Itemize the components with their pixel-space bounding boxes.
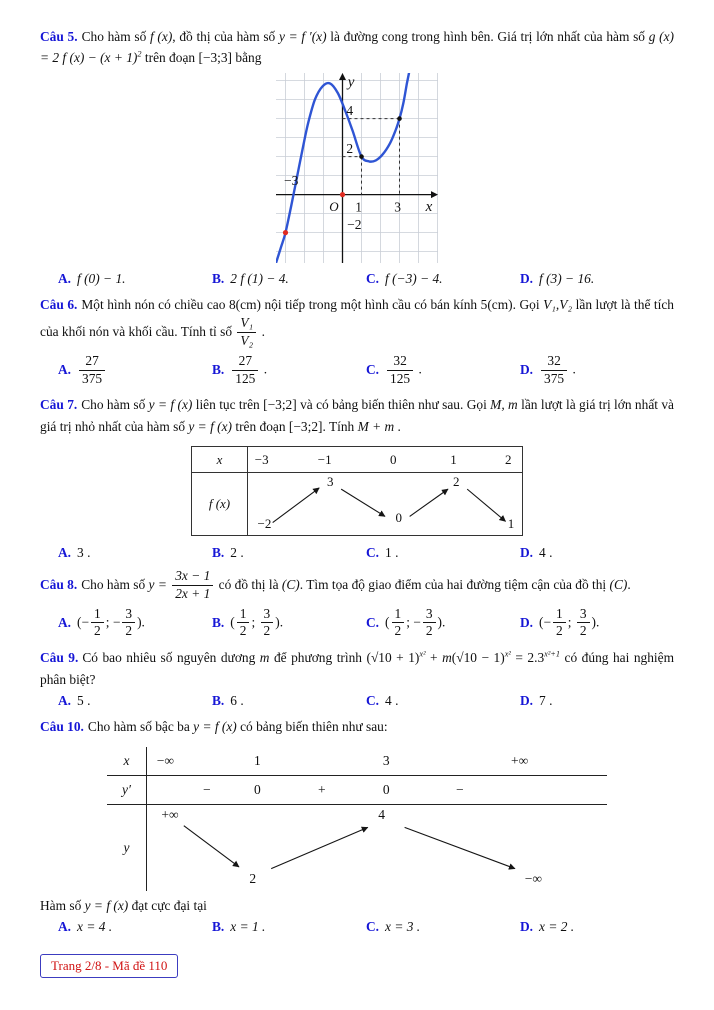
answer-text: (− $\frac{1}{2}$ ; − $\frac{3}{2}$ ). [77, 605, 145, 639]
yprime-sign: 0 [382, 781, 390, 797]
f-value: 2 [452, 474, 460, 490]
y-value: −∞ [524, 870, 543, 886]
f-value: 0 [395, 510, 402, 526]
answer-text: 2 f (1) − 4. [230, 270, 289, 286]
answer-text: 7 . [539, 693, 553, 709]
q5-answers [58, 271, 674, 287]
q7-answers [58, 545, 674, 561]
answer-text: f (3) − 16. [539, 270, 595, 286]
svg-text:O: O [329, 198, 339, 214]
svg-text:−2: −2 [347, 216, 362, 232]
x-value: 1 [450, 451, 457, 467]
table-var-label: x [107, 747, 147, 776]
answer-option-c [366, 353, 520, 388]
answer-text: 3 . [77, 545, 91, 561]
answer-letter: A. [58, 918, 72, 934]
answer-option-c [366, 271, 520, 287]
answer-text: x = 4 . [77, 918, 113, 934]
question-7-text: Cho hàm số y = f (x) liên tục trên [−3;2] và có bảng biến thiên như sau. Gọi M, m lần lượt là giá trị lớn nhất và giá trị nhỏ nhất của hàm số y = f (x) trên đoạn [−3;2]. Tính M + m . [40, 397, 674, 434]
answer-letter: D. [520, 918, 534, 934]
answer-option-a [58, 353, 212, 388]
question-7 [40, 394, 674, 561]
x-value: 1 [254, 752, 261, 768]
answer-option-a [58, 271, 212, 287]
f-value: −2 [257, 516, 272, 532]
svg-text:y: y [347, 74, 355, 91]
q10-variation-table [107, 747, 607, 891]
table-x-row [248, 447, 522, 473]
answer-text: $\frac{32}{375}$ . [539, 353, 576, 388]
q10-answers [58, 919, 674, 935]
answer-text: ( $\frac{1}{2}$ ; − $\frac{3}{2}$ ). [385, 605, 446, 639]
yprime-sign: + [317, 781, 326, 797]
answer-text: 4 . [539, 545, 553, 561]
variation-arrows [248, 473, 522, 535]
question-5-text: Cho hàm số f (x), đồ thị của hàm số y = f ′(x) là đường cong trong hình bên. Giá trị lớn nhất của hàm số g (x) = 2 f $(x) - (x + 1)^2$ trên đoạn [−3;3] bằng [40, 29, 674, 66]
x-value: −1 [317, 451, 332, 467]
yprime-sign: 0 [254, 781, 261, 797]
svg-text:4: 4 [346, 102, 354, 118]
question-9-text: Có bao nhiêu số nguyên dương m để phương trình $(√10 + 1)^{x^2} + m(√10 - 1)^{x^2} = 2.3^{x^2+1}$ có đúng hai nghiệm phân biệt? [40, 649, 674, 687]
svg-text:2: 2 [346, 140, 354, 156]
q6-answers [58, 353, 674, 388]
table-yprime-row [147, 776, 607, 805]
answer-text: $\frac{27}{125}$ . [230, 353, 267, 388]
yprime-sign: − [455, 781, 464, 797]
answer-letter: B. [212, 614, 225, 630]
answer-letter: A. [58, 614, 72, 630]
table-yprime-label: y′ [107, 776, 147, 805]
table-var-label: x [192, 447, 248, 473]
answer-option-b [212, 545, 366, 561]
answer-option-b [212, 353, 366, 388]
q7-variation-table [191, 446, 523, 536]
question-8-number: Câu 8. [40, 576, 78, 592]
answer-letter: C. [366, 918, 380, 934]
question-10-statement [40, 716, 674, 737]
question-5 [40, 26, 674, 287]
answer-option-d [520, 919, 674, 935]
answer-text: 5 . [77, 693, 91, 709]
page-footer-text: Trang 2/8 - Mã đề 110 [51, 957, 168, 973]
answer-letter: A. [58, 693, 72, 709]
answer-option-b [212, 271, 366, 287]
question-6-number: Câu 6. [40, 296, 78, 312]
question-6-statement [40, 294, 674, 350]
answer-text: 2 . [230, 545, 244, 561]
answer-option-c [366, 919, 520, 935]
answer-letter: B. [212, 270, 225, 286]
answer-text: 6 . [230, 693, 244, 709]
question-10-text: Cho hàm số bậc ba y = f (x) có bảng biến thiên như sau: [87, 719, 388, 735]
question-6-text: Một hình nón có chiều cao 8(cm) nội tiếp trong một hình cầu có bán kính 5(cm). Gọi V₁,V₂ lần lượt là thể tích của khối nón và khối cầu. Tính tỉ số $\frac{\text{V₁}}{\text{V₂}}$ . [40, 296, 674, 349]
question-10-conclusion [40, 895, 674, 916]
answer-letter: C. [366, 545, 380, 561]
answer-option-b [212, 693, 366, 709]
y-value: +∞ [161, 806, 179, 822]
answer-letter: C. [366, 693, 380, 709]
x-value: 0 [389, 451, 397, 467]
answer-letter: D. [520, 545, 534, 561]
answer-option-a [58, 606, 212, 641]
answer-letter: D. [520, 362, 534, 378]
table-y-row [147, 805, 607, 891]
question-10 [40, 716, 674, 935]
q5-graph-figure [40, 73, 674, 263]
question-9-statement [40, 647, 674, 690]
answer-letter: B. [212, 693, 225, 709]
answer-option-a [58, 919, 212, 935]
answer-option-b [212, 919, 366, 935]
page-footer-badge [40, 954, 178, 978]
answer-option-d [520, 693, 674, 709]
svg-text:x: x [425, 198, 433, 215]
answer-option-d [520, 271, 674, 287]
answer-option-d [520, 545, 674, 561]
svg-text:−3: −3 [284, 172, 299, 188]
answer-option-a [58, 693, 212, 709]
answer-option-c [366, 545, 520, 561]
y-value: 2 [249, 870, 257, 886]
answer-letter: A. [58, 362, 72, 378]
answer-letter: C. [366, 362, 380, 378]
answer-text: (− $\frac{1}{2}$ ; $\frac{3}{2}$ ). [539, 605, 600, 639]
table-func-label: f (x) [192, 473, 248, 535]
answer-letter: C. [366, 270, 380, 286]
answer-text: x = 2 . [539, 918, 575, 934]
question-8 [40, 568, 674, 640]
yprime-sign: − [202, 781, 211, 797]
answer-letter: A. [58, 545, 72, 561]
x-value: 2 [505, 451, 512, 467]
y-value: 4 [378, 806, 385, 822]
answer-text: $\frac{32}{125}$ . [385, 353, 422, 388]
answer-letter: D. [520, 270, 534, 286]
svg-text:3: 3 [394, 199, 401, 215]
question-5-statement [40, 26, 674, 69]
answer-letter: D. [520, 693, 534, 709]
answer-letter: B. [212, 362, 225, 378]
question-10-number: Câu 10. [40, 719, 84, 735]
table-f-row [248, 473, 522, 535]
table-y-label: y [107, 805, 147, 891]
answer-text: x = 3 . [385, 918, 421, 934]
question-7-statement [40, 394, 674, 437]
question-9-number: Câu 9. [40, 650, 79, 666]
answer-text: ( $\frac{1}{2}$ ; $\frac{3}{2}$ ). [230, 605, 284, 639]
x-value: −3 [254, 451, 269, 467]
answer-text: 1 . [385, 545, 399, 561]
question-5-number: Câu 5. [40, 29, 78, 44]
answer-option-d [520, 353, 674, 388]
fprime-graph [276, 73, 438, 263]
f-value: 3 [326, 474, 334, 490]
answer-letter: C. [366, 614, 380, 630]
answer-text: 4 . [385, 693, 399, 709]
table-x-row [147, 747, 607, 776]
question-6 [40, 294, 674, 387]
svg-text:1: 1 [355, 199, 363, 215]
answer-text: f (−3) − 4. [385, 270, 443, 286]
question-8-statement [40, 568, 674, 603]
q8-answers [58, 606, 674, 641]
x-value: 3 [382, 752, 390, 768]
answer-option-a [58, 545, 212, 561]
question-9 [40, 647, 674, 709]
answer-text: f (0) − 1. [77, 270, 126, 286]
answer-letter: A. [58, 270, 72, 286]
answer-text: $\frac{27}{375}$ [77, 353, 107, 388]
question-8-text: Cho hàm số y = $\frac{3x - 1}{2x + 1}$ có đồ thị là (C). Tìm tọa độ giao điểm của hai đường tiệm cận của đồ thị (C). [81, 568, 631, 601]
q9-answers [58, 693, 674, 709]
answer-option-c [366, 606, 520, 641]
answer-option-c [366, 693, 520, 709]
answer-text: x = 1 . [230, 918, 266, 934]
f-value: 1 [507, 516, 515, 532]
question-7-number: Câu 7. [40, 397, 78, 413]
x-value: +∞ [510, 752, 529, 768]
answer-option-b [212, 606, 366, 641]
answer-letter: B. [212, 545, 225, 561]
answer-letter: B. [212, 918, 225, 934]
answer-option-d [520, 606, 674, 641]
answer-letter: D. [520, 614, 534, 630]
x-value: −∞ [156, 752, 175, 768]
question-10-post-text: Hàm số y = f (x) đạt cực đại tại [40, 897, 207, 913]
